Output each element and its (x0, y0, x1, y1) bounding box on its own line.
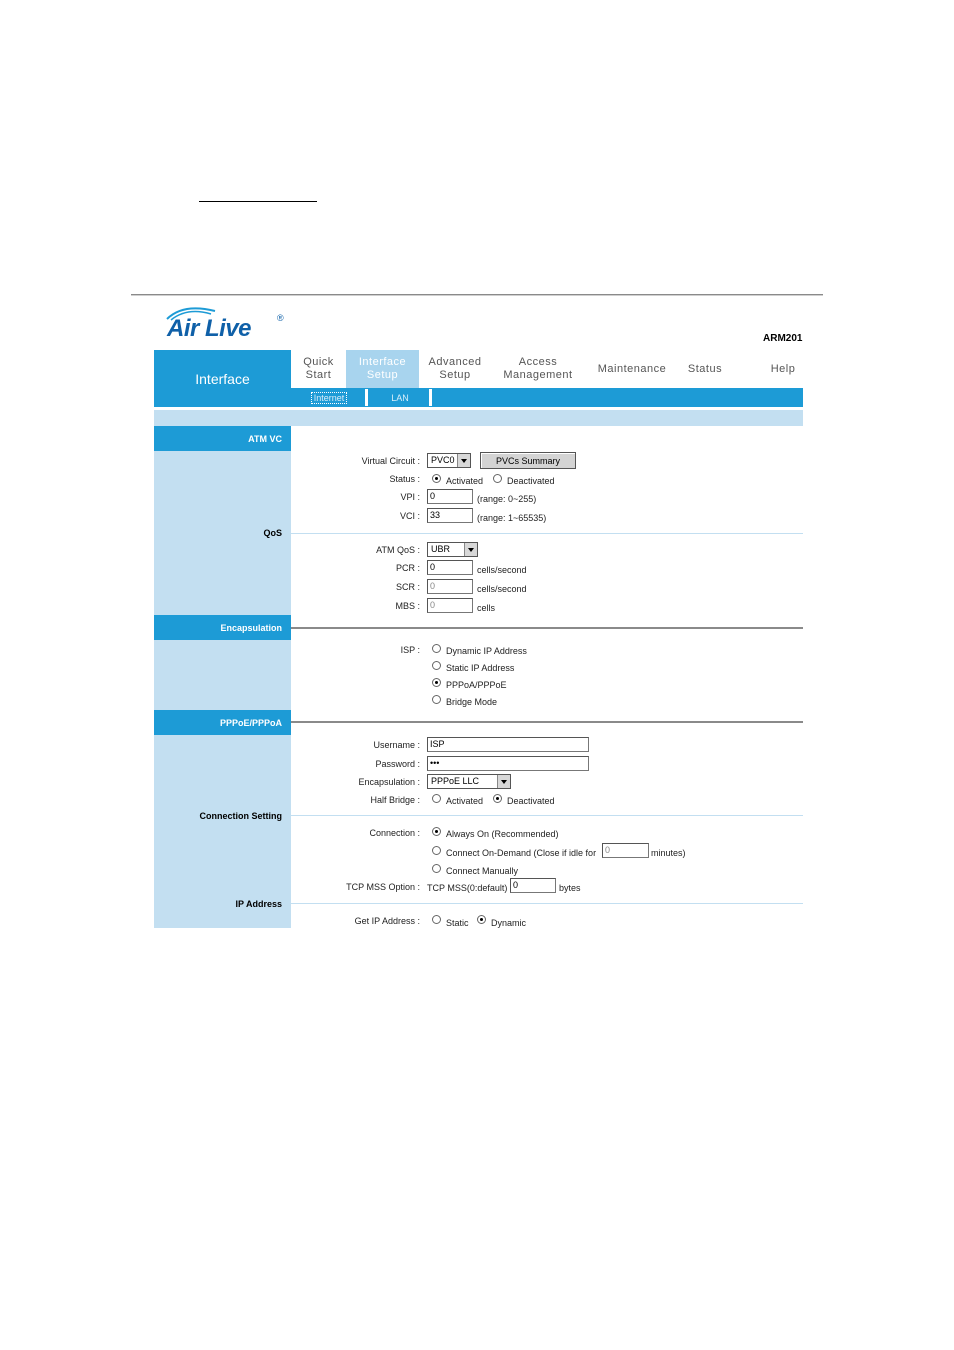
half-bridge-deactivated-radio[interactable] (493, 794, 502, 803)
section-encapsulation: Encapsulation (154, 615, 291, 640)
password-input[interactable]: ••• (427, 756, 589, 771)
qos-divider (291, 533, 803, 534)
sub-nav (291, 388, 803, 407)
subnav-internet[interactable]: Internet (307, 388, 351, 407)
mbs-unit: cells (477, 603, 496, 613)
nav-help[interactable]: Help (770, 362, 796, 375)
isp-bridge-mode-text: Bridge Mode (446, 697, 498, 707)
atm-qos-select[interactable]: UBR (427, 542, 478, 557)
nav-status[interactable]: Status (687, 362, 723, 375)
idle-minutes-input[interactable]: 0 (602, 843, 649, 858)
connection-always-on-text: Always On (Recommended) (446, 829, 559, 839)
encapsulation-select[interactable]: PPPoE LLC (427, 774, 511, 789)
vci-input[interactable]: 33 (427, 508, 473, 523)
subnav-separator (429, 389, 432, 406)
registered-mark: ® (277, 313, 284, 323)
atm-qos-label: ATM QoS : (376, 545, 420, 555)
mbs-label: MBS : (395, 601, 420, 611)
get-ip-label: Get IP Address : (354, 916, 420, 926)
connection-manually-radio[interactable] (432, 864, 441, 873)
chevron-down-icon (497, 775, 510, 788)
scr-input[interactable]: 0 (427, 579, 473, 594)
username-input[interactable]: ISP (427, 737, 589, 752)
section-qos: QoS (263, 528, 282, 538)
connection-always-on-radio[interactable] (432, 827, 441, 836)
main-nav (291, 350, 803, 388)
vci-range: (range: 1~65535) (477, 513, 547, 523)
nav-quick-start[interactable]: Quick Start (303, 356, 334, 381)
nav-interface-setup[interactable]: Interface Setup (346, 350, 419, 388)
nav-access-management[interactable]: Access Management (503, 356, 573, 381)
connection-on-demand-radio[interactable] (432, 846, 441, 855)
password-label: Password : (375, 759, 420, 769)
isp-dynamic-ip-text: Dynamic IP Address (446, 646, 527, 656)
vci-label: VCI : (399, 511, 420, 521)
status-activated-text: Activated (446, 476, 484, 486)
mbs-input[interactable]: 0 (427, 598, 473, 613)
isp-dynamic-ip-radio[interactable] (432, 644, 441, 653)
encapsulation-divider (291, 627, 803, 629)
half-bridge-deactivated-text: Deactivated (507, 796, 555, 806)
scr-label: SCR : (395, 582, 420, 592)
isp-label: ISP : (400, 645, 420, 655)
subnav-separator (365, 389, 368, 406)
get-ip-static-text: Static (446, 918, 469, 928)
airlive-logo (163, 305, 293, 341)
virtual-circuit-label: Virtual Circuit : (361, 456, 420, 466)
tcp-mss-input[interactable]: 0 (510, 878, 556, 893)
half-bridge-label: Half Bridge : (370, 795, 420, 805)
header-band (154, 410, 803, 426)
isp-static-ip-text: Static IP Address (446, 663, 515, 673)
vpi-range: (range: 0~255) (477, 494, 537, 504)
document-underline (199, 201, 317, 202)
tcp-mss-label: TCP MSS Option : (346, 882, 420, 892)
section-pppoe-pppoa: PPPoE/PPPoA (154, 710, 291, 735)
encapsulation-label: Encapsulation : (358, 777, 420, 787)
subnav-lan[interactable]: LAN (391, 392, 409, 403)
pcr-label: PCR : (395, 563, 420, 573)
virtual-circuit-select[interactable]: PVC0 (427, 453, 471, 468)
model-name: ARM201 (763, 333, 803, 344)
isp-static-ip-radio[interactable] (432, 661, 441, 670)
half-bridge-activated-radio[interactable] (432, 794, 441, 803)
chevron-down-icon (464, 543, 477, 556)
tcp-mss-text: TCP MSS(0:default) (427, 883, 508, 893)
isp-bridge-mode-radio[interactable] (432, 695, 441, 704)
status-deactivated-text: Deactivated (507, 476, 555, 486)
connection-label: Connection : (369, 828, 420, 838)
half-bridge-activated-text: Activated (446, 796, 484, 806)
vpi-input[interactable]: 0 (427, 489, 473, 504)
nav-maintenance[interactable]: Maintenance (597, 362, 667, 375)
section-connection-setting: Connection Setting (199, 811, 282, 821)
vpi-label: VPI : (400, 492, 420, 502)
document-divider (131, 294, 823, 296)
status-activated-radio[interactable] (432, 474, 441, 483)
idle-minutes-unit: minutes) (651, 848, 686, 858)
status-deactivated-radio[interactable] (493, 474, 502, 483)
username-label: Username : (373, 740, 420, 750)
logo-text: Air Live (167, 315, 252, 342)
pcr-unit: cells/second (477, 565, 527, 575)
get-ip-dynamic-text: Dynamic (491, 918, 527, 928)
pppoe-divider (291, 721, 803, 723)
scr-unit: cells/second (477, 584, 527, 594)
chevron-down-icon (457, 454, 470, 467)
status-label: Status : (389, 474, 420, 484)
connection-divider (291, 815, 803, 816)
isp-pppoa-pppoe-radio[interactable] (432, 678, 441, 687)
nav-advanced-setup[interactable]: Advanced Setup (428, 356, 482, 381)
get-ip-dynamic-radio[interactable] (477, 915, 486, 924)
section-atm-vc: ATM VC (154, 426, 291, 451)
connection-manually-text: Connect Manually (446, 866, 519, 876)
connection-on-demand-text: Connect On-Demand (Close if idle for (446, 848, 597, 858)
pcr-input[interactable]: 0 (427, 560, 473, 575)
pvcs-summary-button[interactable]: PVCs Summary (480, 452, 576, 469)
ip-divider (291, 903, 803, 904)
left-column (154, 426, 291, 928)
get-ip-static-radio[interactable] (432, 915, 441, 924)
nav-section-title: Interface (154, 350, 291, 407)
section-ip-address: IP Address (235, 899, 282, 909)
isp-pppoa-pppoe-text: PPPoA/PPPoE (446, 680, 507, 690)
tcp-mss-unit: bytes (559, 883, 581, 893)
